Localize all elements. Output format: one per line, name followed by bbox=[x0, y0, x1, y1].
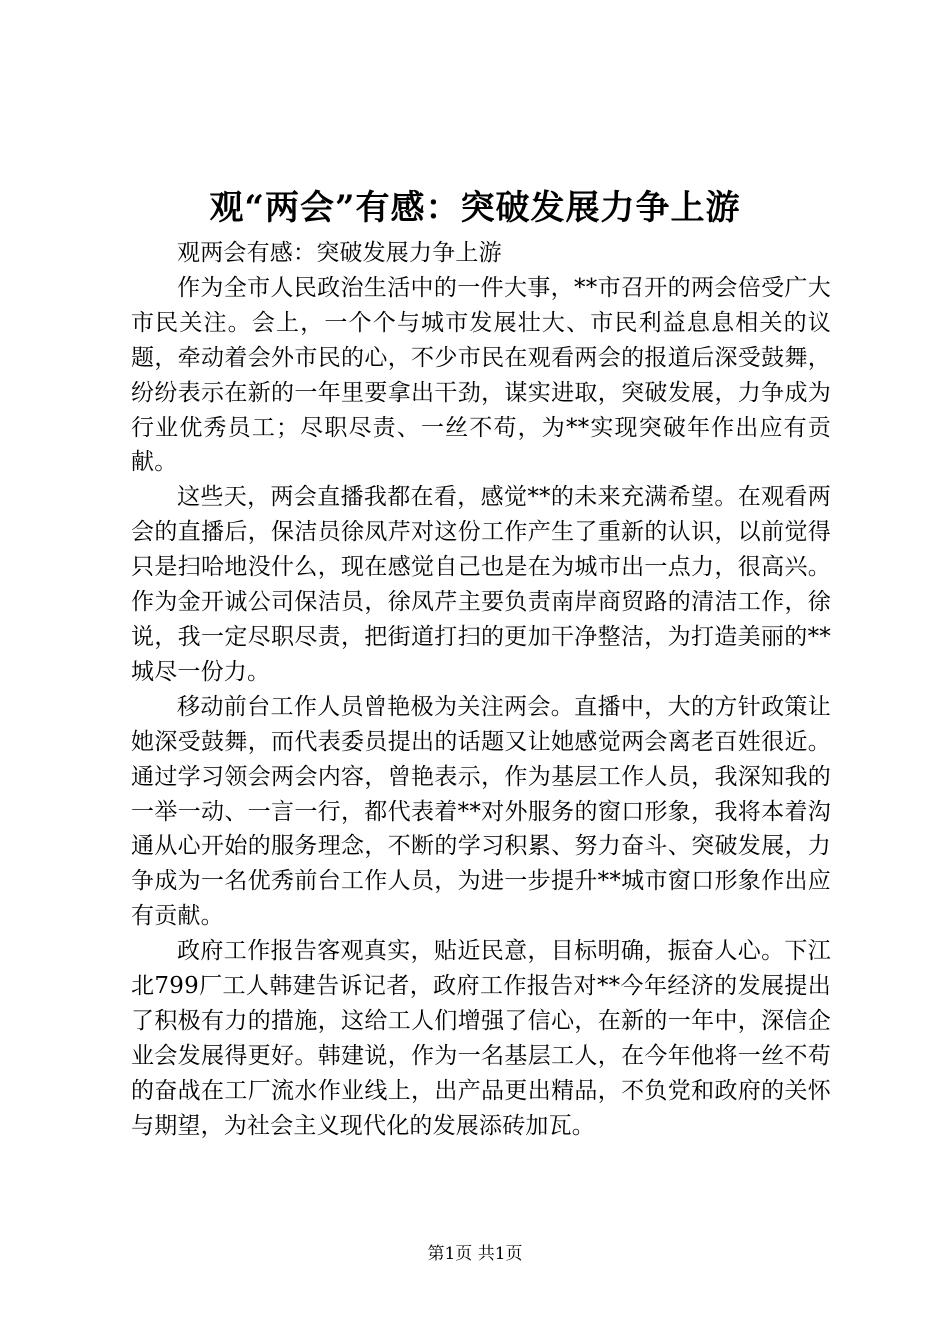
page-footer: 第1页 共1页 bbox=[427, 1244, 523, 1264]
document-body bbox=[131, 236, 831, 1144]
paragraph: 这些天，两会直播我都在看，感觉**的未来充满希望。在观看两会的直播后，保洁员徐凤芹对这份工作产生了重新的认识，以前觉得只是扫哈地没什么，现在感觉自己也是在为城市出一点力，很高兴。作为金开诚公司保洁员，徐凤芹主要负责南岸商贸路的清洁工作，徐说，我一定尽职尽责，把街道打扫的更加干净整洁，为打造美丽的**城尽一份力。 bbox=[131, 484, 831, 685]
paragraph: 移动前台工作人员曾艳极为关注两会。直播中，大的方针政策让她深受鼓舞，而代表委员提出的话题又让她感觉两会离老百姓很近。通过学习领会两会内容，曾艳表示，作为基层工作人员，我深知我的一举一动、一言一行，都代表着**对外服务的窗口形象，我将本着沟通从心开始的服务理念，不断的学习积累、努力奋斗、突破发展，力争成为一名优秀前台工作人员，为进一步提升**城市窗口形象作出应有贡献。 bbox=[131, 693, 831, 930]
paragraph: 政府工作报告客观真实，贴近民意，目标明确，振奋人心。下江北799厂工人韩建告诉记者，政府工作报告对**今年经济的发展提出了积极有力的措施，这给工人们增强了信心，在新的一年中，深信企业会发展得更好。韩建说，作为一名基层工人，在今年他将一丝不苟的奋战在工厂流水作业线上，出产品更出精品，不负党和政府的关怀与期望，为社会主义现代化的发展添砖加瓦。 bbox=[131, 938, 831, 1139]
document-title: 观“两会”有感：突破发展力争上游 bbox=[209, 188, 741, 228]
paragraph-subtitle: 观两会有感：突破发展力争上游 bbox=[177, 240, 502, 266]
paragraph: 作为全市人民政治生活中的一件大事，**市召开的两会倍受广大市民关注。会上，一个个与城市发展壮大、市民利益息息相关的议题，牵动着会外市民的心，不少市民在观看两会的报道后深受鼓舞，纷纷表示在新的一年里要拿出干劲，谋实进取，突破发展，力争成为行业优秀员工；尽职尽责、一丝不苟，为**实现突破年作出应有贡献。 bbox=[131, 274, 831, 476]
